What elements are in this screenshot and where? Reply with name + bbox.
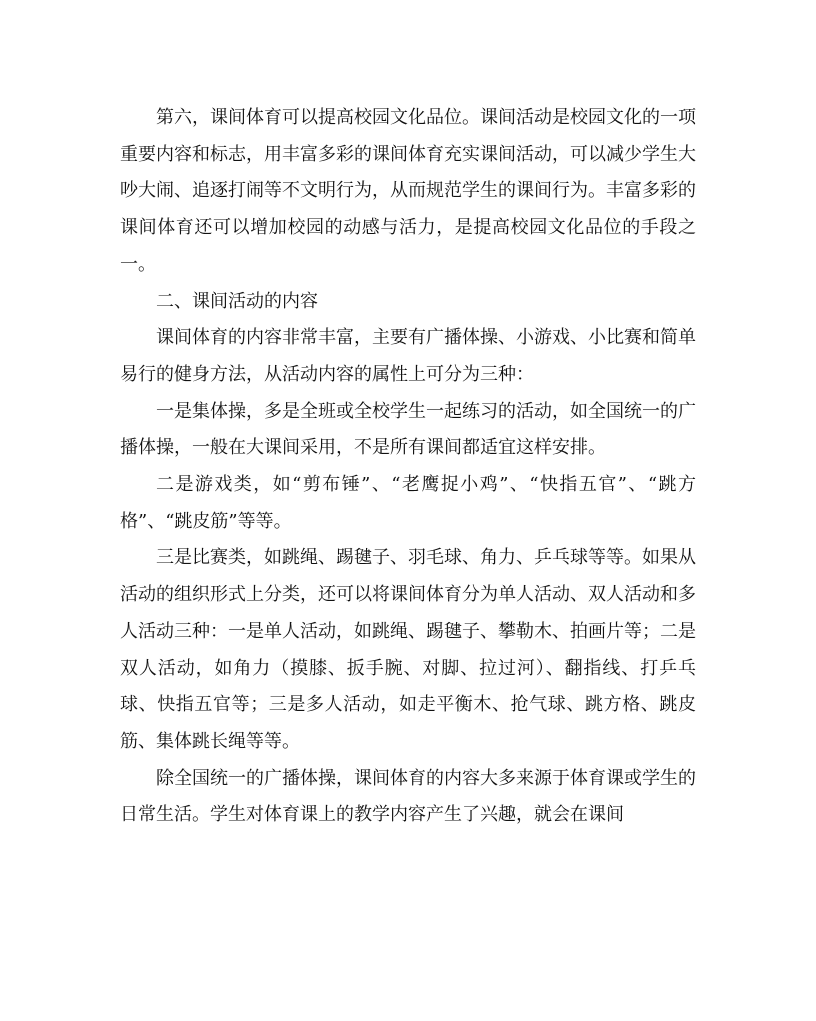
paragraph-group-exercise: 一是集体操，多是全班或全校学生一起练习的活动，如全国统一的广播体操，一般在大课间采用，不是所有课间都适宜这样安排。 [120,400,696,459]
paragraph-culture: 第六，课间体育可以提高校园文化品位。课间活动是校园文化的一项重要内容和标志，用丰富多彩的课间体育充实课间活动，可以减少学生大吵大闹、追逐打闹等不文明行为，从而规范学生的课间行为。丰富多彩的课间体育还可以增加校园的动感与活力，是提高校园文化品位的手段之一。 [120,107,696,275]
paragraph-content-intro: 课间体育的内容非常丰富，主要有广播体操、小游戏、小比赛和简单易行的健身方法，从活动内容的属性上可分为三种： [120,327,696,385]
paragraph-content-sources: 除全国统一的广播体操，课间体育的内容大多来源于体育课或学生的日常生活。学生对体育课上的教学内容产生了兴趣，就会在课间 [120,767,696,826]
document-body [120,100,696,834]
paragraph-games: 二是游戏类，如“剪布锤”、“老鹰捉小鸡”、“快指五官”、“跳方格”、“跳皮筋”等等。 [120,474,696,532]
paragraph-competitions: 三是比赛类，如跳绳、踢毽子、羽毛球、角力、乒乓球等等。如果从活动的组织形式上分类，还可以将课间体育分为单人活动、双人活动和多人活动三种：一是单人活动，如跳绳、踢毽子、攀勒木、拍画片等；二是双人活动，如角力（摸膝、扳手腕、对脚、拉过河）、翻指线、打乒乓球、快指五官等；三是多人活动，如走平衡木、抢气球、跳方格、跳皮筋、集体跳长绳等等。 [120,547,696,752]
section-heading-content: 二、课间活动的内容 [156,290,318,312]
